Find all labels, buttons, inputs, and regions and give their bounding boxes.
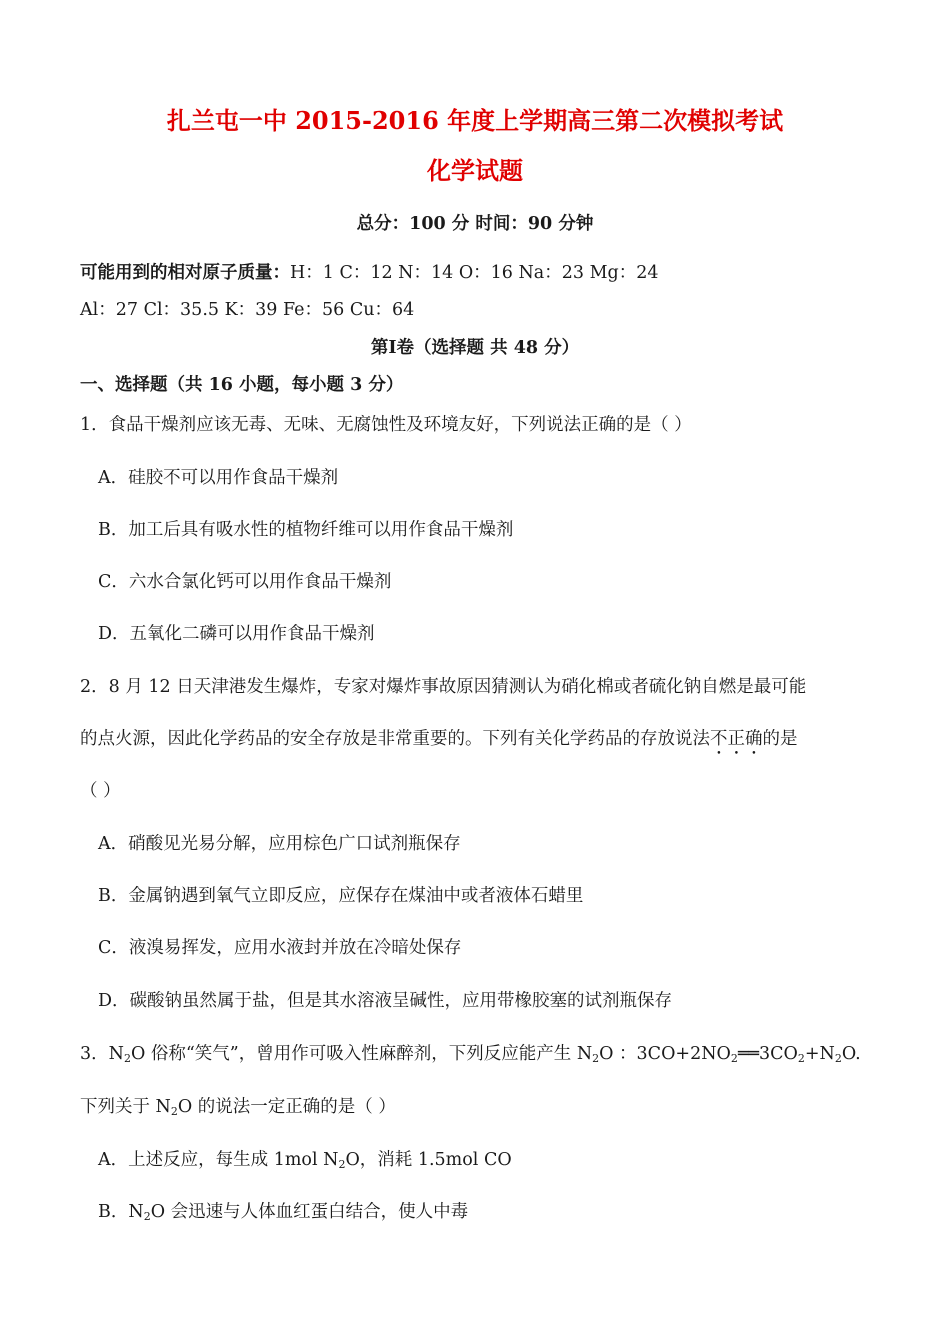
q3-subscript: 2: [170, 1105, 178, 1118]
q3-subscript: 2: [797, 1052, 805, 1065]
q2-stem-line2: [80, 727, 798, 759]
q3-option-a-part: O，消耗 1.5mol CO: [345, 1150, 512, 1170]
q2-stem-line1: 2．8 月 12 日天津港发生爆炸，专家对爆炸事故原因猜测认为硝化棉或者硫化钠自燃是最可能: [80, 677, 807, 697]
q3-subscript: 2: [338, 1158, 346, 1171]
atomic-masses-label: 可能用到的相对原子质量：: [80, 263, 290, 283]
exam-title: 扎兰屯一中 2015-2016 年度上学期高三第二次模拟考试: [166, 106, 784, 135]
q2-option-b: B．金属钠遇到氧气立即反应，应保存在煤油中或者液体石蜡里: [98, 886, 584, 906]
q1-option-d: D．五氧化二磷可以用作食品干燥剂: [98, 624, 375, 644]
atomic-masses-line2: Al：27 Cl：35.5 K：39 Fe：56 Cu：64: [80, 300, 415, 320]
q2-option-c: C．液溴易挥发，应用水液封并放在冷暗处保存: [98, 938, 462, 958]
q2-emphasis-not-correct: 不正确: [710, 729, 763, 749]
q2-option-a: A．硝酸见光易分解，应用棕色广口试剂瓶保存: [98, 834, 461, 854]
q1-option-c: C．六水合氯化钙可以用作食品干燥剂: [98, 572, 392, 592]
q3-equation-part: O.: [841, 1044, 861, 1064]
q2-stem-line2-post: 的是: [762, 729, 798, 749]
q3-subscript: 2: [834, 1052, 842, 1065]
q2-answer-blank: （ ）: [80, 781, 121, 801]
q3-equation-part: O ：3CO+2NO: [599, 1044, 731, 1064]
q3-text-part: 下列关于 N: [80, 1097, 171, 1117]
q3-stem-line2: [80, 1095, 396, 1119]
q2-stem-line2-pre: 的点火源，因此化学药品的安全存放是非常重要的。下列有关化学药品的存放说法: [80, 729, 710, 749]
q2-option-d: D．碳酸钠虽然属于盐，但是其水溶液呈碱性，应用带橡胶塞的试剂瓶保存: [98, 991, 673, 1011]
q3-option-a-part: A．上述反应，每生成 1mol N: [98, 1150, 339, 1170]
q3-text-part: O 的说法一定正确的是（ ）: [177, 1097, 396, 1117]
q1-stem: 1．食品干燥剂应该无毒、无味、无腐蚀性及环境友好，下列说法正确的是（ ）: [80, 415, 692, 435]
exam-subtitle: 化学试题: [427, 156, 523, 185]
atomic-masses-values1: H：1 C：12 N：14 O：16 Na：23 Mg：24: [290, 263, 659, 283]
q3-text-part: 3．N: [80, 1044, 124, 1064]
q3-subscript: 2: [592, 1052, 600, 1065]
score-time: 总分：100 分 时间：90 分钟: [356, 214, 594, 234]
section-title: 一、选择题（共 16 小题，每小题 3 分）: [80, 375, 404, 395]
q3-option-b-part: O 会迅速与人体血红蛋白结合，使人中毒: [150, 1202, 469, 1222]
q3-subscript: 2: [123, 1052, 131, 1065]
q1-option-a: A．硅胶不可以用作食品干燥剂: [98, 468, 339, 488]
q3-subscript: 2: [730, 1052, 738, 1065]
q3-subscript: 2: [143, 1210, 151, 1223]
atomic-masses-line1: [80, 261, 658, 285]
q1-option-b: B．加工后具有吸水性的植物纤维可以用作食品干燥剂: [98, 520, 514, 540]
q3-equation-part: ══3CO: [737, 1044, 798, 1064]
volume-title: 第Ⅰ卷（选择题 共 48 分）: [370, 338, 580, 358]
q3-option-b: [98, 1200, 468, 1224]
q3-option-b-part: B．N: [98, 1202, 144, 1222]
q3-equation-part: +N: [804, 1044, 835, 1064]
q3-stem-line1: [80, 1042, 861, 1066]
q3-option-a: [98, 1148, 512, 1172]
q3-text-part: O 俗称“笑气”，曾用作可吸入性麻醉剂，下列反应能产生 N: [130, 1044, 593, 1064]
